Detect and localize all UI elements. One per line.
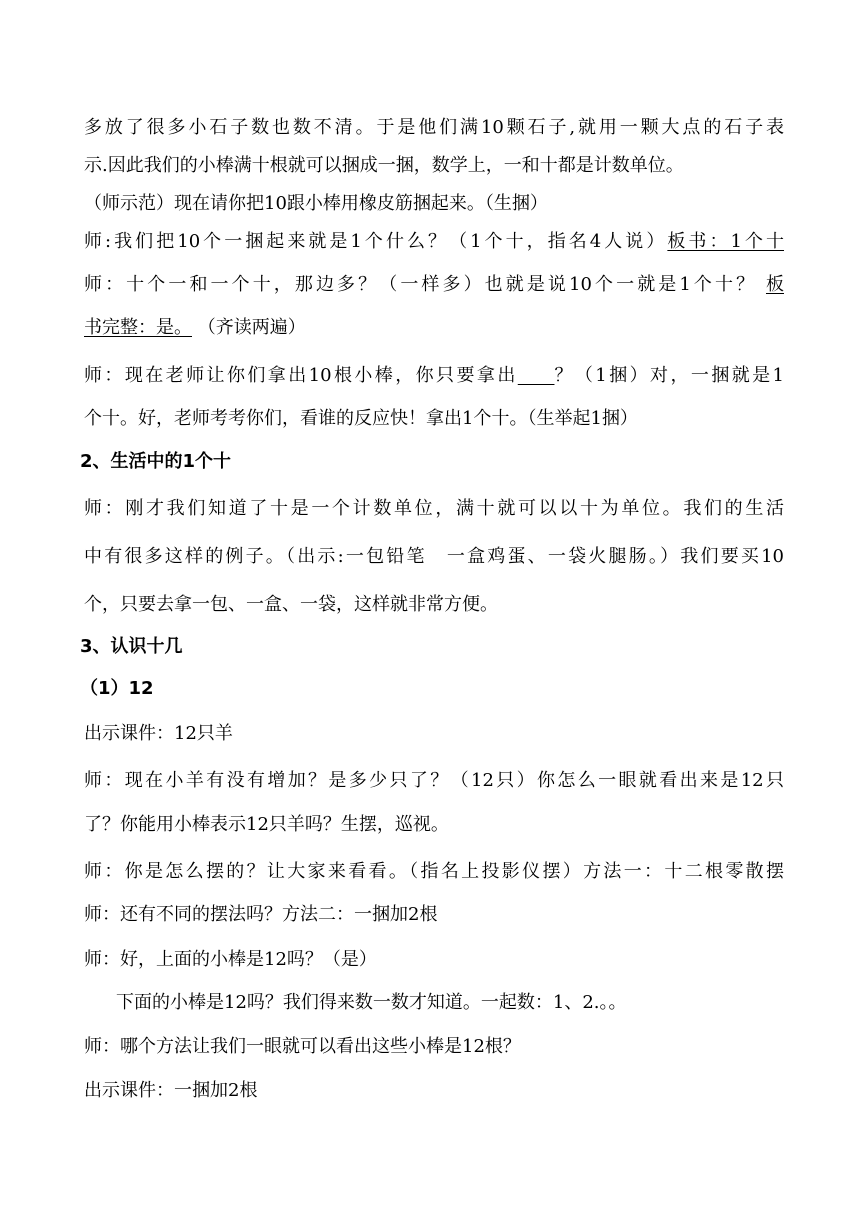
paragraph-line: 下面的小棒是12吗？我们得来数一数才知道。一起数：1、2.。。 (116, 992, 627, 1013)
paragraph-line: 出示课件：一捆加2根 (84, 1080, 258, 1101)
dialogue-text: 师:我们把10个一捆起来就是1个什么？（1个十，指名4人说） (84, 231, 668, 252)
paragraph-line: 师：刚才我们知道了十是一个计数单位，满十就可以以十为单位。我们的生活 (84, 498, 784, 519)
paragraph-line: 了？你能用小棒表示12只羊吗？生摆，巡视。 (84, 814, 449, 835)
paragraph-line (84, 308, 784, 348)
paragraph-line: 出示课件：12只羊 (84, 723, 233, 744)
paragraph-line: 师：还有不同的摆法吗？方法二：一捆加2根 (84, 904, 438, 925)
subsection-heading: （1）12 (80, 678, 154, 699)
paragraph-line: 师：好，上面的小棒是12吗？（是） (84, 949, 377, 970)
dialogue-text: 师：现在老师让你们拿出10根小棒，你只要拿出 (84, 365, 518, 386)
dialogue-text: 师：十个一和一个十，那边多？（一样多）也就是说10个一就是1个十？ (84, 274, 758, 295)
paragraph-line (84, 356, 784, 396)
fill-blank (518, 365, 555, 386)
paragraph-line: 个，只要去拿一包、一盒、一袋，这样就非常方便。 (84, 594, 498, 615)
section-heading: 2、生活中的1个十 (80, 451, 232, 472)
dialogue-text: ？（1捆）对，一捆就是1 (554, 365, 784, 386)
section-heading: 3、认识十几 (80, 636, 183, 657)
paragraph-line: 师：你是怎么摆的？让大家来看看。（指名上投影仪摆）方法一：十二根零散摆 (84, 861, 784, 882)
paragraph-line: 多放了很多小石子数也数不清。于是他们满10颗石子,就用一颗大点的石子表 (84, 117, 784, 138)
paragraph-line: 个十。好，老师考考你们，看谁的反应快！拿出1个十。（生举起1捆） (84, 408, 638, 429)
paragraph-line: （师示范）现在请你把10跟小棒用橡皮筋捆起来。（生捆） (84, 193, 548, 214)
paragraph-line: 师：现在小羊有没有增加？是多少只了？（12只）你怎么一眼就看出来是12只 (84, 770, 784, 791)
paragraph-line: 中有很多这样的例子。（出示:一包铅笔 一盒鸡蛋、一袋火腿肠。）我们要买10 (84, 546, 784, 567)
paragraph-line: 示.因此我们的小棒满十根就可以捆成一捆，数学上，一和十都是计数单位。 (84, 155, 684, 176)
paragraph-line: 师：哪个方法让我们一眼就可以看出这些小棒是12根？ (84, 1036, 521, 1057)
paragraph-line (84, 265, 784, 305)
board-note: 书完整：是。 (84, 317, 192, 338)
board-note: 板 (765, 274, 784, 295)
board-note: 板书：1个十 (667, 231, 784, 252)
paragraph-line (84, 222, 784, 262)
dialogue-text: （齐读两遍） (192, 317, 306, 338)
